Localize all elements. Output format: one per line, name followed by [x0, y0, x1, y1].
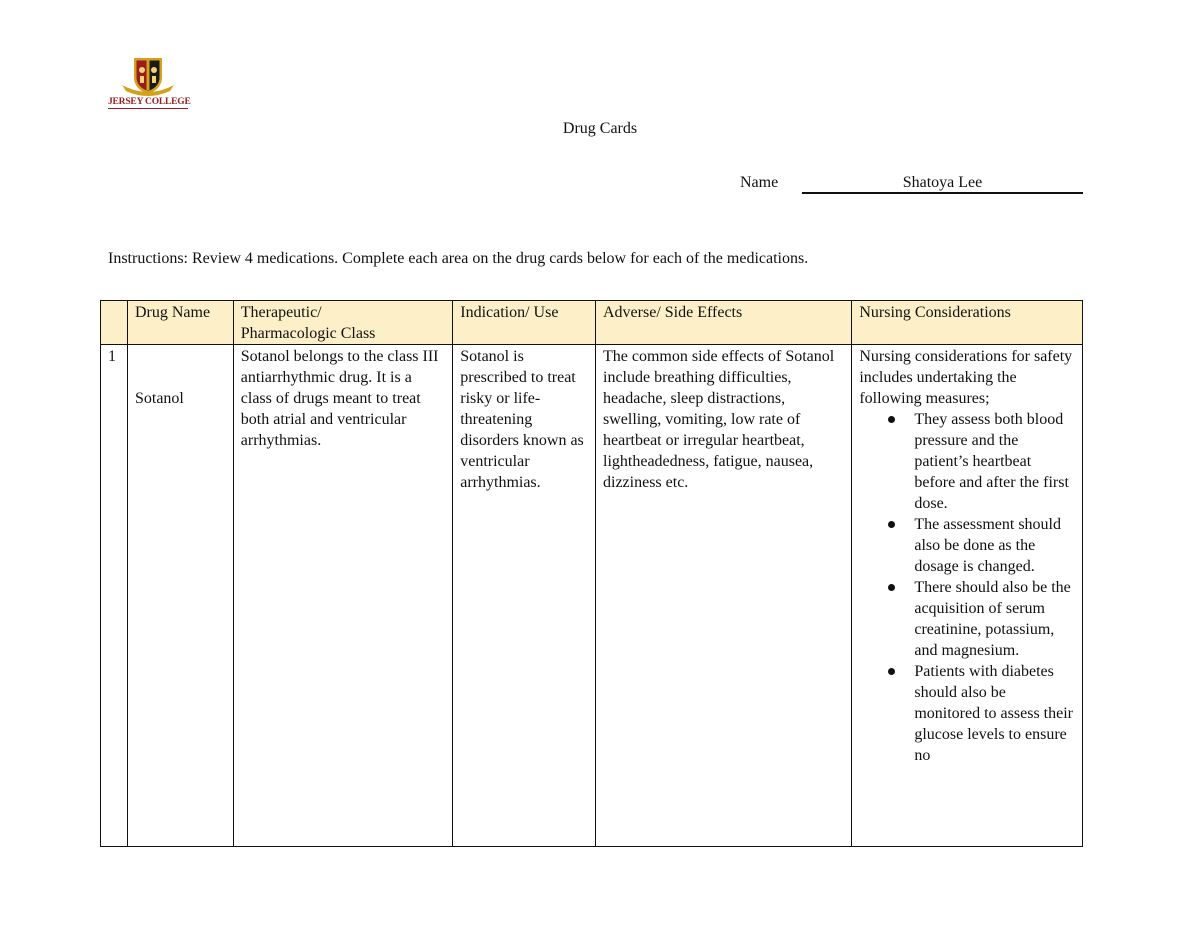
name-field[interactable]: Shatoya Lee: [802, 174, 1083, 194]
class-cell[interactable]: Sotanol belongs to the class III antiarrhythmic drug. It is a class of drugs meant to treat both atrial and ventricular arrhythmias.: [233, 345, 452, 847]
list-item: There should also be the acquisition of serum creatinine, potassium, and magnesium.: [914, 577, 1075, 661]
header-class: [233, 301, 452, 345]
list-item: The assessment should also be done as the dosage is changed.: [914, 514, 1075, 577]
crest-icon: [108, 55, 188, 97]
header-adverse-effects: Adverse/ Side Effects: [596, 301, 852, 345]
nursing-considerations-cell[interactable]: [852, 345, 1083, 847]
list-item: They assess both blood pressure and the patient’s heartbeat before and after the first dose.: [914, 409, 1075, 514]
table-header-row: [101, 301, 1083, 345]
logo-wordmark: JERSEY COLLEGE: [108, 97, 191, 107]
adverse-effects-cell[interactable]: The common side effects of Sotanol include breathing difficulties, headache, sleep distractions, swelling, vomiting, low rate of heartbeat or irregular heartbeat, lightheadedness, fatigue, nausea, dizziness etc.: [596, 345, 852, 847]
drug-cards-table: [100, 300, 1083, 847]
header-class-line2: Pharmacologic Class: [240, 325, 376, 342]
header-number: [101, 301, 128, 345]
indication-cell[interactable]: Sotanol is prescribed to treat risky or life-threatening disorders known as ventricular arrhythmias.: [453, 345, 596, 847]
table-row: [101, 345, 1083, 847]
list-item: Patients with diabetes should also be monitored to assess their glucose levels to ensure no: [914, 661, 1075, 766]
header-nursing-considerations: Nursing Considerations: [852, 301, 1083, 345]
row-number: 1: [101, 345, 128, 847]
jersey-college-logo: [108, 55, 191, 115]
header-drug-name: Drug Name: [127, 301, 233, 345]
drug-name-cell[interactable]: Sotanol: [127, 345, 233, 847]
page-title: Drug Cards: [562, 120, 638, 137]
header-class-line1: Therapeutic/: [240, 304, 322, 321]
nursing-intro: Nursing considerations for safety includes undertaking the following measures;: [859, 348, 1073, 407]
header-indication: Indication/ Use: [453, 301, 596, 345]
name-label: Name: [740, 174, 779, 191]
nursing-points-list: [859, 409, 1075, 766]
instructions-text: Instructions: Review 4 medications. Complete each area on the drug cards below for each of the medications.: [108, 250, 809, 267]
